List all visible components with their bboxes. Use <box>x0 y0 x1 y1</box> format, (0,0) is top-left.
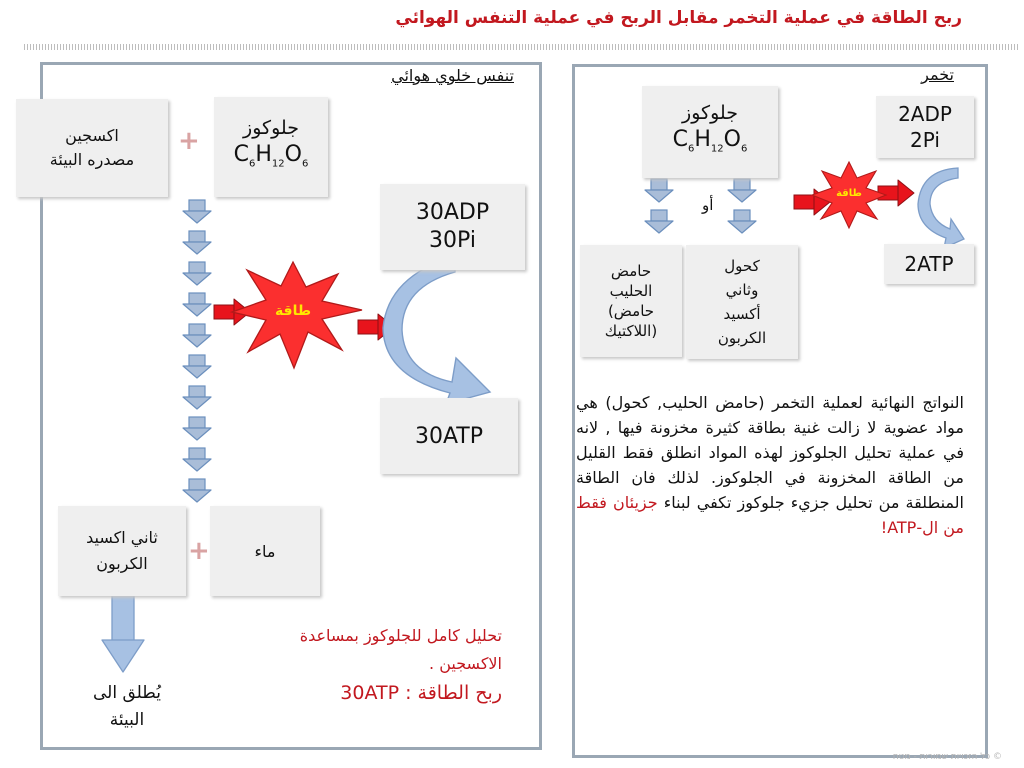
release-label-line1: يُطلق الى <box>93 683 161 703</box>
atp-product-box <box>380 398 518 474</box>
release-arrow-icon <box>102 595 144 672</box>
pi-label: 30Pi <box>429 228 476 253</box>
down-arrow-icon <box>183 324 211 347</box>
alcohol-line3: أكسيد <box>723 305 761 323</box>
aerobic-summary <box>240 622 502 708</box>
co2-label-line2: الكربون <box>96 554 148 573</box>
down-arrow-icon <box>183 293 211 316</box>
atp-product-label: 30ATP <box>414 423 484 449</box>
down-arrow-icon <box>728 179 756 202</box>
alcohol-line1: كحول <box>724 257 760 275</box>
or-label: أو <box>702 196 714 214</box>
plus-sign: + <box>178 126 200 156</box>
release-label-line2: البيئة <box>109 710 145 730</box>
water-box <box>210 506 320 596</box>
fermentation-adp-label: 2ADP <box>898 102 952 126</box>
co2-label-line1: ثاني اكسيد <box>86 528 158 547</box>
summary-line2: الاكسجين . <box>429 654 502 673</box>
fermentation-heading: تخمر <box>921 65 954 84</box>
alcohol-line2: وثاني <box>725 281 759 299</box>
co2-box <box>58 506 186 596</box>
adp-label: 30ADP <box>415 200 490 225</box>
lactic-line1: حامض <box>610 262 652 280</box>
alcohol-co2-box <box>686 245 798 359</box>
energy-yield-summary: ربح الطاقة : 30ATP <box>340 682 502 704</box>
copyright-footer: © כל הזכויות שמורות - מטח <box>892 752 1002 762</box>
lactic-line4: اللاكتيك) <box>604 322 658 340</box>
atp-conversion-curve-icon <box>383 256 490 404</box>
down-arrow-icon <box>183 417 211 440</box>
aerobic-heading: تنفس خلوي هوائي <box>391 66 514 85</box>
down-arrow-icon <box>183 448 211 471</box>
fermentation-adp-pi-box <box>876 96 974 158</box>
atp-conversion-curve-icon <box>918 168 964 248</box>
oxygen-source-label: مصدره البيئة <box>49 150 135 169</box>
fermentation-glucose-name: جلوكوز <box>682 102 738 125</box>
energy-out-arrow-icon <box>878 180 914 206</box>
fermentation-energy-label: طاقة <box>836 188 862 199</box>
explanation-highlight: جزيئان فقط من ال-ATP! <box>576 493 964 537</box>
down-arrow-icon <box>183 355 211 378</box>
fermentation-glucose-box <box>642 86 778 178</box>
glucose-name: جلوكوز <box>243 117 299 140</box>
fermentation-explanation <box>576 390 964 540</box>
fermentation-glucose-formula: $C_6H_{12}O_6$ <box>672 127 748 155</box>
down-arrow-icon <box>183 262 211 285</box>
adp-pi-box <box>380 184 525 270</box>
lactic-acid-box <box>580 245 682 357</box>
down-arrow-icon <box>183 231 211 254</box>
glucose-formula: $C_6H_{12}O_6$ <box>233 142 309 170</box>
down-arrow-icon <box>645 179 673 202</box>
oxygen-label: اكسجين <box>65 126 119 145</box>
oxygen-box <box>16 99 168 197</box>
down-arrow-icon <box>183 386 211 409</box>
fermentation-atp-label: 2ATP <box>904 252 954 276</box>
explanation-text: النواتج النهائية لعملية التخمر (حامض الحليب, كحول) هي مواد عضوية لا زالت غنية بطاقة كثيرة مخزونة فيها , لانه في عملية تحليل الجلوكوز لهذه المواد انطلق فقط القليل من الطاقة المخزونة في الجلوكوز. لذلك فان الطاقة المنطلقة من تحليل جزيء جلوكوز تكفي لبناء <box>576 393 964 512</box>
release-label <box>72 680 182 734</box>
down-arrow-icon <box>183 479 211 502</box>
down-arrow-icon <box>645 210 673 233</box>
fermentation-pi-label: 2Pi <box>910 128 940 152</box>
page-title: ربح الطاقة في عملية التخمر مقابل الربح في عملية التنفس الهوائي <box>395 8 962 28</box>
energy-label: طاقة <box>274 303 312 319</box>
down-arrow-icon <box>183 200 211 223</box>
lactic-line3: (حامض <box>607 302 655 320</box>
glucose-box <box>214 97 328 197</box>
down-arrow-icon <box>728 210 756 233</box>
water-label: ماء <box>254 541 276 561</box>
plus-sign: + <box>188 536 210 566</box>
fermentation-atp-box <box>884 244 974 284</box>
lactic-line2: الحليب <box>609 282 653 300</box>
aerobic-down-arrow-column <box>183 200 211 502</box>
summary-line1: تحليل كامل للجلوكوز بمساعدة <box>299 626 502 645</box>
alcohol-line4: الكربون <box>717 329 767 347</box>
